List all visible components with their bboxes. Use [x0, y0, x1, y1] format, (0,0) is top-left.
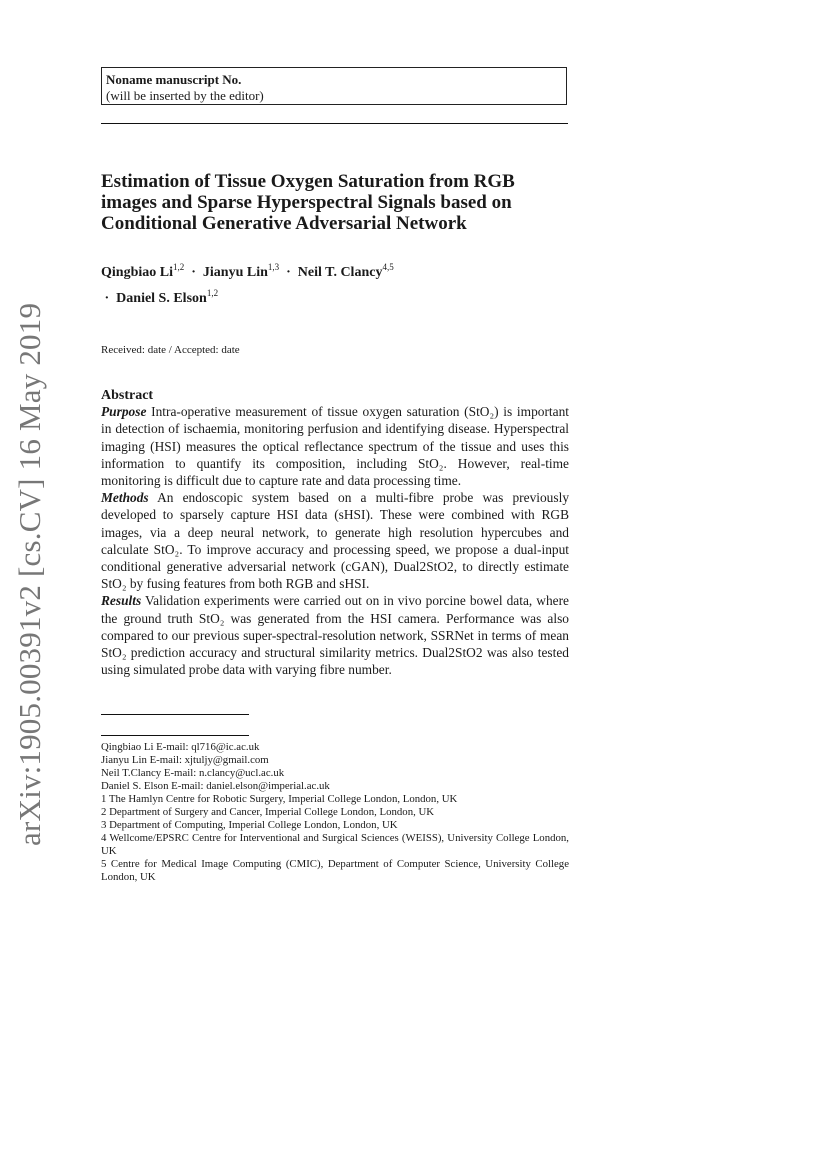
- editor-note: (will be inserted by the editor): [106, 88, 264, 103]
- abstract-purpose: [101, 403, 569, 489]
- author-affiliation: 1,3: [267, 262, 280, 272]
- author-list: Qingbiao Li$^{1,2}$ · Jianyu Lin$^{1,3}$ · Neil T. Clancy$^{4,5}$ · Daniel S. Elson$^{1,2}$: [101, 262, 394, 306]
- header-rule: [101, 123, 568, 124]
- abstract-methods: [101, 489, 569, 592]
- author-name: Neil T. Clancy: [297, 265, 383, 280]
- author-affiliation: 1,2: [172, 262, 185, 272]
- results-label: Results: [101, 593, 142, 609]
- footnote-rule: [101, 714, 249, 715]
- footnote-line: Qingbiao Li E-mail: ql716@ic.ac.uk: [101, 741, 260, 753]
- purpose-label: Purpose: [101, 404, 147, 420]
- author-affiliation: 4,5: [382, 262, 394, 272]
- manuscript-header-box: [101, 67, 567, 105]
- paper-title: Estimation of Tissue Oxygen Saturation from RGB images and Sparse Hyperspectral Signals based on Conditional Generative Adversarial Network: [101, 171, 515, 234]
- arxiv-stamp: arXiv:1905.00391v2 [cs.CV] 16 May 2019: [12, 302, 47, 846]
- methods-text: An endoscopic system based on a multi-fibre probe was previously developed to sparsely capture HSI data (sHSI). These were combined with RGB images, via a deep neural network, to generate high resolution hypercubes and calculate StO₂. To improve accuracy and processing speed, we propose a dual-input conditional generative adversarial network (cGAN), Dual2StO2, to directly estimate StO₂ by fusing features from both RGB and sHSI.: [101, 490, 570, 592]
- author-name: Daniel S. Elson: [116, 291, 207, 306]
- footnotes: [101, 741, 569, 884]
- methods-label: Methods: [101, 490, 149, 506]
- footnote-line: Daniel S. Elson E-mail: daniel.elson@imperial.ac.uk: [101, 780, 330, 792]
- author-affiliation: 1,2: [206, 288, 219, 298]
- author-name: Qingbiao Li: [101, 265, 173, 280]
- footnote-rule: [101, 735, 249, 736]
- abstract-section: [101, 387, 569, 678]
- manuscript-number: Noname manuscript No.: [106, 72, 242, 87]
- abstract-heading: Abstract: [101, 388, 154, 403]
- footnote-line: Neil T.Clancy E-mail: n.clancy@ucl.ac.uk: [101, 767, 285, 779]
- author-name: Jianyu Lin: [202, 265, 268, 280]
- footnote-line: 3 Department of Computing, Imperial College London, London, UK: [101, 819, 398, 831]
- footnote-line: 2 Department of Surgery and Cancer, Imperial College London, London, UK: [101, 806, 435, 818]
- footnote-line: 4 Wellcome/EPSRC Centre for Interventional and Surgical Sciences (WEISS), University College London, UK: [101, 832, 569, 857]
- footnote-line: Jianyu Lin E-mail: xjtuljy@gmail.com: [101, 754, 269, 766]
- footnote-line: 5 Centre for Medical Image Computing (CMIC), Department of Computer Science, University College London, UK: [101, 858, 569, 883]
- abstract-results: [101, 592, 569, 678]
- footnote-line: 1 The Hamlyn Centre for Robotic Surgery, Imperial College London, London, UK: [101, 793, 458, 805]
- purpose-text: Intra-operative measurement of tissue oxygen saturation (StO₂) is important in detection of ischaemia, monitoring perfusion and identifying disease. Hyperspectral imaging (HSI) measures the optical reflectance spectrum of the tissue and uses this information to quantify its composition, including StO₂. However, real-time monitoring is difficult due to capture rate and data processing time.: [101, 404, 569, 489]
- received-date: Received: date / Accepted: date: [101, 344, 240, 356]
- results-text: Validation experiments were carried out on in vivo porcine bowel data, where the ground truth StO₂ was generated from the HSI camera. Performance was also compared to our previous super-spectral-resolution network, SSRNet in terms of mean StO₂ prediction accuracy and structural similarity metrics. Dual2StO2 was also tested using simulated probe data with varying fibre number.: [101, 593, 569, 678]
